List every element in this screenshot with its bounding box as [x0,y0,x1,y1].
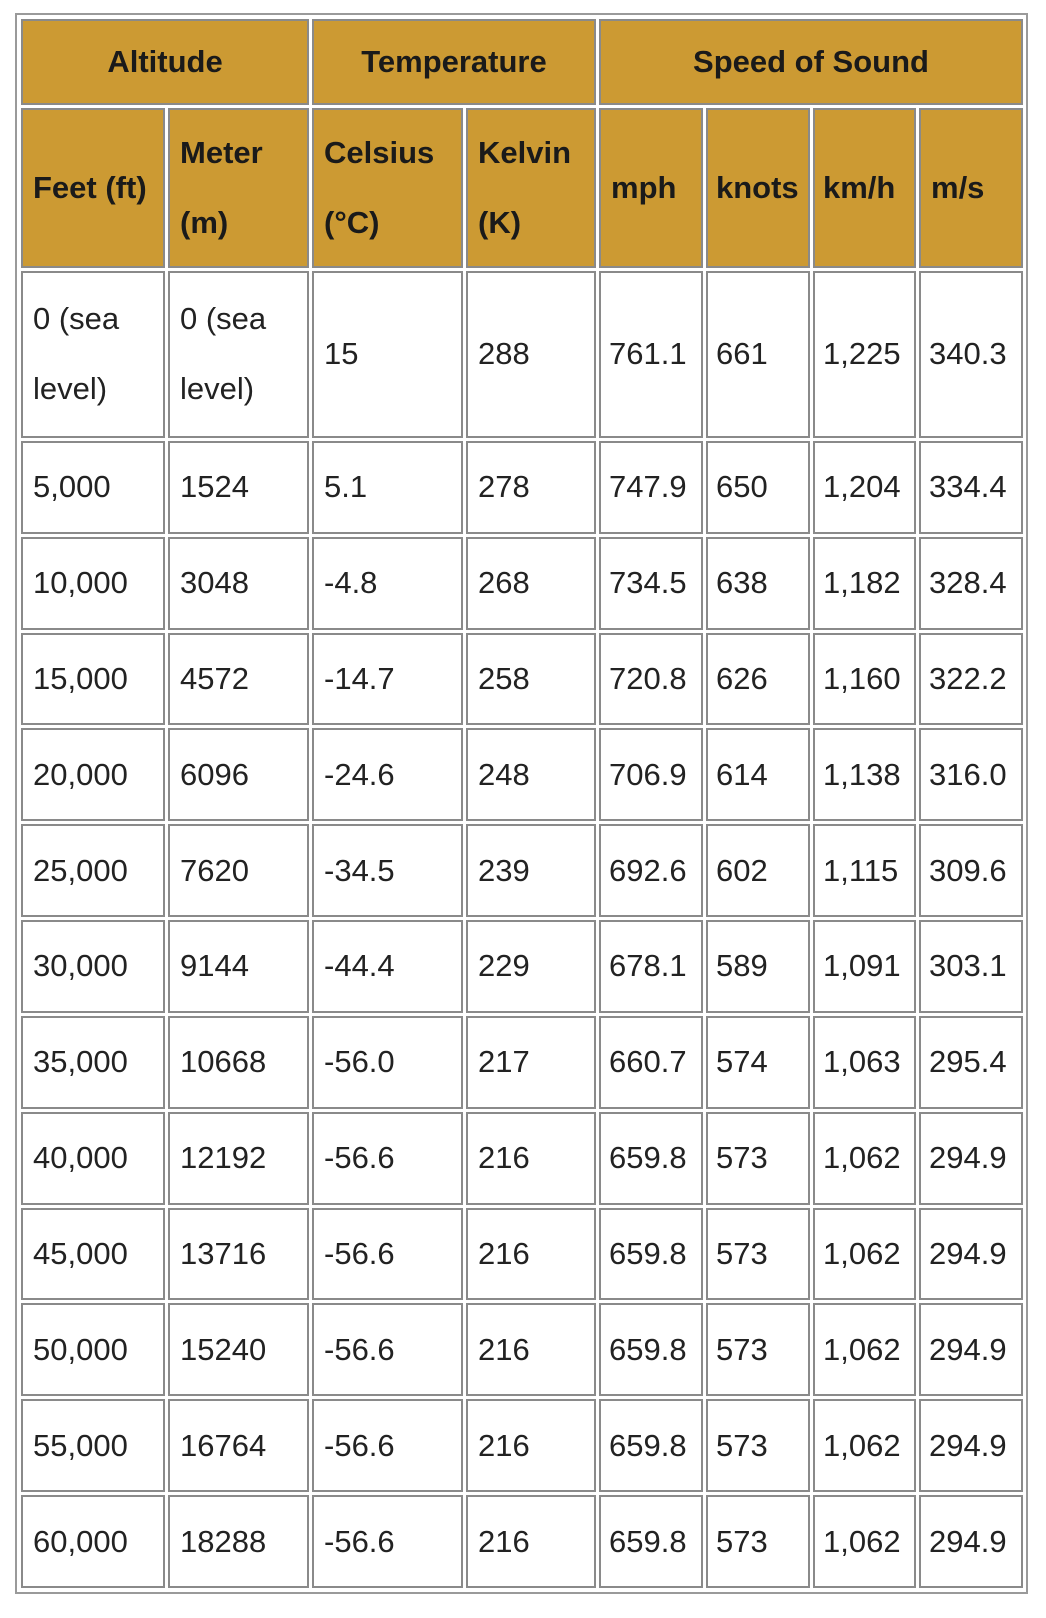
altitude-speed-of-sound-table [18,16,1026,1591]
cell-kmh: 1,062 [813,1208,916,1301]
table-row [21,441,1023,534]
cell-celsius: -34.5 [312,824,463,917]
table-row [21,728,1023,821]
table-row [21,537,1023,630]
cell-mph: 734.5 [599,537,703,630]
cell-kelvin: 229 [466,920,596,1013]
table-row [21,1208,1023,1301]
cell-celsius: -56.6 [312,1303,463,1396]
cell-celsius: 5.1 [312,441,463,534]
cell-kmh: 1,063 [813,1016,916,1109]
cell-kmh: 1,062 [813,1112,916,1205]
cell-ms: 295.4 [919,1016,1023,1109]
cell-feet: 30,000 [21,920,165,1013]
cell-kelvin: 258 [466,633,596,726]
cell-meter: 13716 [168,1208,309,1301]
cell-knots: 573 [706,1399,810,1492]
cell-meter: 7620 [168,824,309,917]
cell-kmh: 1,225 [813,271,916,438]
cell-ms: 294.9 [919,1208,1023,1301]
cell-knots: 638 [706,537,810,630]
cell-knots: 573 [706,1112,810,1205]
cell-knots: 589 [706,920,810,1013]
cell-mph: 692.6 [599,824,703,917]
table-row [21,1495,1023,1588]
cell-mph: 720.8 [599,633,703,726]
cell-ms: 316.0 [919,728,1023,821]
cell-kmh: 1,115 [813,824,916,917]
cell-mph: 659.8 [599,1112,703,1205]
cell-meter: 6096 [168,728,309,821]
cell-kelvin: 278 [466,441,596,534]
cell-mph: 747.9 [599,441,703,534]
table-row [21,1399,1023,1492]
cell-knots: 661 [706,271,810,438]
cell-ms: 328.4 [919,537,1023,630]
cell-mph: 659.8 [599,1399,703,1492]
cell-kelvin: 216 [466,1399,596,1492]
column-header-row [21,108,1023,268]
cell-meter: 9144 [168,920,309,1013]
header-ms: m/s [919,108,1023,268]
cell-kelvin: 248 [466,728,596,821]
header-kmh: km/h [813,108,916,268]
header-meter: Meter (m) [168,108,309,268]
cell-meter: 3048 [168,537,309,630]
table-row [21,633,1023,726]
cell-kmh: 1,062 [813,1495,916,1588]
cell-celsius: -44.4 [312,920,463,1013]
table-row [21,271,1023,438]
table-row [21,1303,1023,1396]
cell-meter: 15240 [168,1303,309,1396]
header-knots: knots [706,108,810,268]
cell-feet: 45,000 [21,1208,165,1301]
cell-kelvin: 268 [466,537,596,630]
cell-meter: 1524 [168,441,309,534]
cell-kmh: 1,062 [813,1399,916,1492]
header-altitude: Altitude [21,19,309,105]
cell-celsius: -24.6 [312,728,463,821]
cell-celsius: -56.6 [312,1399,463,1492]
cell-ms: 334.4 [919,441,1023,534]
cell-knots: 573 [706,1495,810,1588]
cell-mph: 660.7 [599,1016,703,1109]
cell-feet: 25,000 [21,824,165,917]
cell-feet: 5,000 [21,441,165,534]
cell-meter: 12192 [168,1112,309,1205]
cell-kelvin: 216 [466,1112,596,1205]
cell-kelvin: 216 [466,1208,596,1301]
cell-kmh: 1,182 [813,537,916,630]
group-header-row [21,19,1023,105]
header-mph: mph [599,108,703,268]
cell-ms: 309.6 [919,824,1023,917]
cell-knots: 573 [706,1303,810,1396]
cell-feet: 50,000 [21,1303,165,1396]
cell-celsius: -14.7 [312,633,463,726]
table-wrapper [15,13,1028,1594]
cell-meter: 4572 [168,633,309,726]
cell-ms: 322.2 [919,633,1023,726]
cell-meter: 0 (sea level) [168,271,309,438]
cell-ms: 294.9 [919,1495,1023,1588]
table-row [21,1016,1023,1109]
cell-mph: 659.8 [599,1495,703,1588]
cell-kelvin: 217 [466,1016,596,1109]
cell-knots: 574 [706,1016,810,1109]
cell-mph: 659.8 [599,1208,703,1301]
cell-knots: 602 [706,824,810,917]
cell-knots: 573 [706,1208,810,1301]
cell-meter: 18288 [168,1495,309,1588]
cell-feet: 60,000 [21,1495,165,1588]
table-row [21,824,1023,917]
cell-celsius: -56.6 [312,1208,463,1301]
cell-celsius: -56.6 [312,1495,463,1588]
header-temperature: Temperature [312,19,596,105]
cell-feet: 20,000 [21,728,165,821]
header-feet: Feet (ft) [21,108,165,268]
cell-mph: 761.1 [599,271,703,438]
cell-kmh: 1,138 [813,728,916,821]
cell-feet: 35,000 [21,1016,165,1109]
cell-knots: 626 [706,633,810,726]
table-row [21,1112,1023,1205]
cell-kmh: 1,091 [813,920,916,1013]
cell-celsius: -56.6 [312,1112,463,1205]
cell-feet: 10,000 [21,537,165,630]
cell-meter: 16764 [168,1399,309,1492]
table-row [21,920,1023,1013]
cell-feet: 55,000 [21,1399,165,1492]
cell-kelvin: 288 [466,271,596,438]
cell-ms: 294.9 [919,1399,1023,1492]
cell-feet: 15,000 [21,633,165,726]
cell-knots: 650 [706,441,810,534]
cell-ms: 340.3 [919,271,1023,438]
cell-mph: 659.8 [599,1303,703,1396]
cell-feet: 0 (sea level) [21,271,165,438]
cell-celsius: -4.8 [312,537,463,630]
table-body [21,271,1023,1588]
cell-ms: 294.9 [919,1303,1023,1396]
cell-mph: 706.9 [599,728,703,821]
cell-celsius: -56.0 [312,1016,463,1109]
cell-celsius: 15 [312,271,463,438]
cell-kmh: 1,160 [813,633,916,726]
cell-kelvin: 239 [466,824,596,917]
header-speed-of-sound: Speed of Sound [599,19,1023,105]
header-celsius: Celsius (°C) [312,108,463,268]
header-kelvin: Kelvin (K) [466,108,596,268]
cell-ms: 303.1 [919,920,1023,1013]
cell-kelvin: 216 [466,1495,596,1588]
cell-kmh: 1,204 [813,441,916,534]
cell-kelvin: 216 [466,1303,596,1396]
cell-knots: 614 [706,728,810,821]
cell-ms: 294.9 [919,1112,1023,1205]
cell-kmh: 1,062 [813,1303,916,1396]
cell-feet: 40,000 [21,1112,165,1205]
cell-meter: 10668 [168,1016,309,1109]
cell-mph: 678.1 [599,920,703,1013]
